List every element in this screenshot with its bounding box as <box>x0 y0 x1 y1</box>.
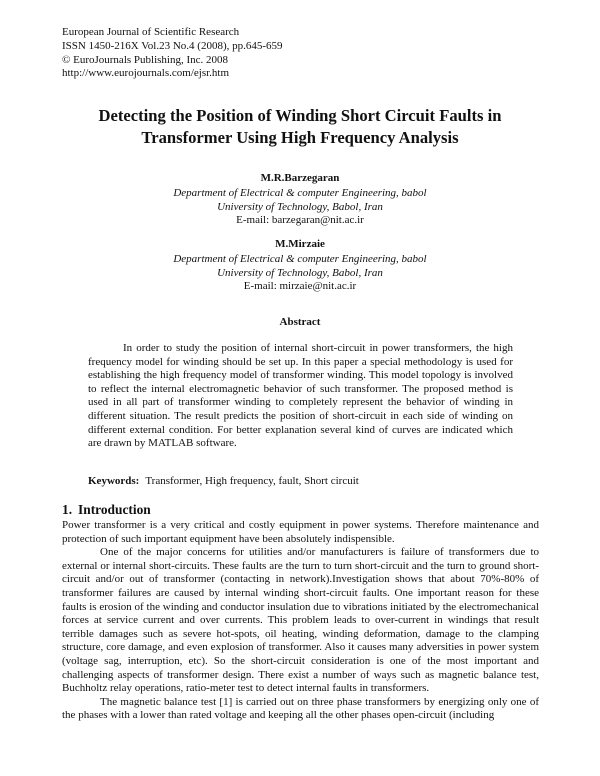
keywords-label: Keywords: <box>88 475 140 487</box>
title-line-1: Detecting the Position of Winding Short Circuit Faults in <box>98 106 502 125</box>
journal-copyright: © EuroJournals Publishing, Inc. 2008 <box>62 53 229 66</box>
journal-name: European Journal of Scientific Research <box>62 26 240 38</box>
paragraph: The magnetic balance test [1] is carried out on three phase transformers by energizing only one of the phases with a lower than rated voltage and keeping all the other phases open-circuit (including <box>62 695 539 722</box>
paragraph: Power transformer is a very critical and costly equipment in power systems. Therefore maintenance and protection of such important equipment have been absolutely indispensible. <box>62 519 539 545</box>
author-email[interactable]: E-mail: barzegaran@nit.ac.ir <box>236 214 364 227</box>
author-department: Department of Electrical & computer Engineering, babol <box>173 186 427 199</box>
paragraph: One of the major concerns for utilities and/or manufacturers is failure of transformers due to external or internal short-circuits. These faults are the turn to turn short-circuit and the turn to ground short-circuit and/or out of transformer (contacting in network).Investigation shows that about 70%-80% of transformer failures are caused by internal winding short-circuit faults. One important reason for these faults is erosion of the winding and conductor insulation due to vibrations initiated by the electromechanical forces at service current and over currents. This problem leads to over-current in windings that result terrible damages such as severe hot-spots, oil heating, winding deformation, damage to the clamping structure, core damage, and even explosion of transformer. Also it causes many adversities in power system (voltage sag, interruption, etc). So the short-circuit consideration is one of the most important and challenging aspects of transformer design. There exist a number of ways such as magnetic balance test, Buchholtz relay operations, ratio-meter test to detect internal faults in transformers. <box>62 546 539 695</box>
author-university: University of Technology, Babol, Iran <box>217 266 383 279</box>
keywords-line <box>88 475 359 487</box>
author-block-2 <box>100 238 500 294</box>
author-university: University of Technology, Babol, Iran <box>217 200 383 213</box>
section-title: Introduction <box>78 502 151 517</box>
title-line-2: Transformer Using High Frequency Analysis <box>141 128 459 147</box>
paper-title <box>70 105 530 149</box>
abstract-heading: Abstract <box>279 316 321 328</box>
section-number: 1. <box>62 502 73 517</box>
journal-issn: ISSN 1450-216X Vol.23 No.4 (2008), pp.645-659 <box>62 39 283 52</box>
section-body <box>62 519 539 723</box>
keywords-text: Transformer, High frequency, fault, Short circuit <box>145 475 359 487</box>
section-heading <box>62 502 157 518</box>
author-department: Department of Electrical & computer Engineering, babol <box>173 252 427 265</box>
author-email[interactable]: E-mail: mirzaie@nit.ac.ir <box>243 280 357 293</box>
author-name: M.R.Barzegaran <box>260 172 340 184</box>
journal-header <box>62 26 283 81</box>
journal-url[interactable]: http://www.eurojournals.com/ejsr.htm <box>62 67 230 80</box>
author-name: M.Mirzaie <box>275 238 325 250</box>
abstract-text: In order to study the position of internal short-circuit in power transformers, the high frequency model for winding should be set up. In this paper a special methodology is used for establishing the high frequency model of transformer winding. This model topology is involved to reflect the internal electromagnetic behavior of such transformer. The proposed method is used in all part of transformer winding to completely represent the behavior of winding in different situation. The result predicts the position of short-circuit in each side of winding on different external condition. For better explanation several kind of curves are indicated which are drawn by MATLAB software. <box>88 342 513 450</box>
author-block-1 <box>100 172 500 228</box>
